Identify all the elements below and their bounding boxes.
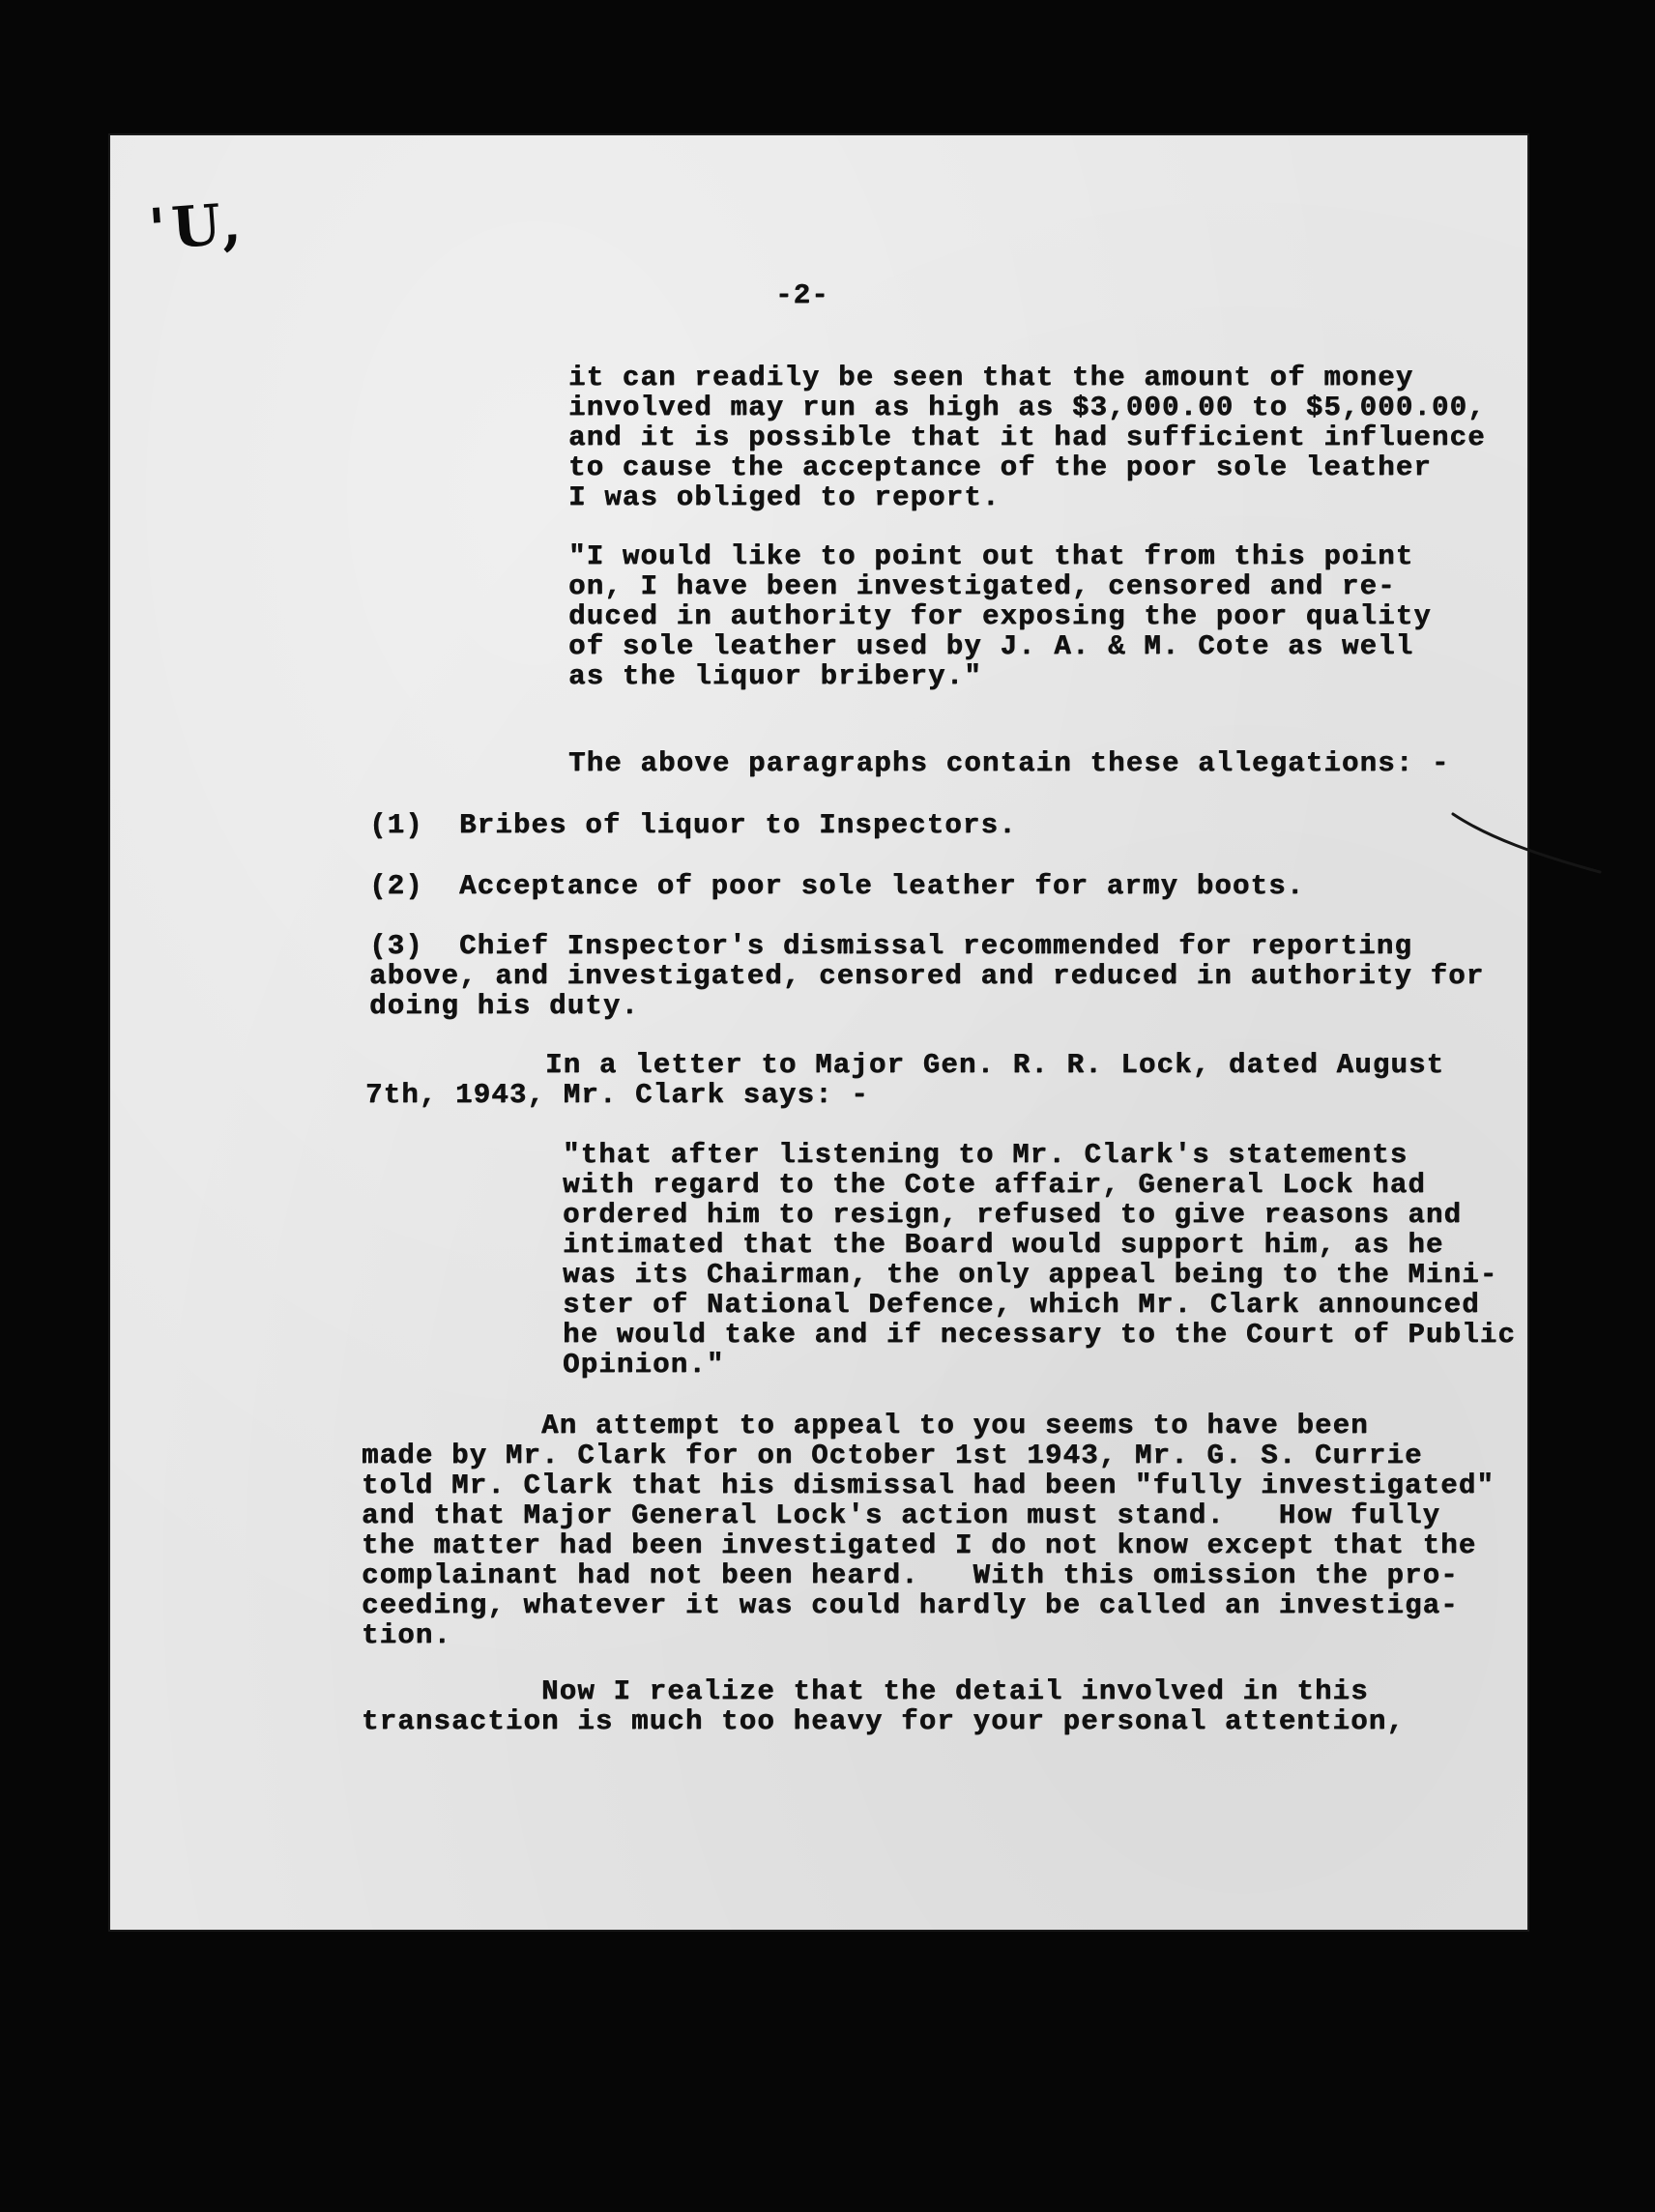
allegations-intro: The above paragraphs contain these allegations: - — [568, 747, 1450, 779]
document-page — [110, 135, 1527, 1930]
allegation-2: (2) Acceptance of poor sole leather for army boots. — [369, 870, 1305, 902]
closing-paragraph: Now I realize that the detail involved in this transaction is much too heavy for your personal attention, — [362, 1675, 1405, 1737]
page-number: -2- — [775, 279, 829, 311]
letter-intro-paragraph: In a letter to Major Gen. R. R. Lock, dated August 7th, 1943, Mr. Clark says: - — [365, 1049, 1445, 1111]
pen-stroke-mark — [1449, 810, 1604, 876]
appeal-paragraph: An attempt to appeal to you seems to have been made by Mr. Clark for on October 1st 1943, Mr. G. S. Currie told Mr. Clark that his dismissal had been "fully investigated" and that Major General Lock's action must stand. How fully the matter had been investigated I do not know except that the complainant had not been heard. With this omission the pro- ceeding, whatever it was could hardly be called an investiga- tion. — [362, 1410, 1495, 1651]
allegation-1: (1) Bribes of liquor to Inspectors. — [369, 809, 1017, 841]
allegation-3: (3) Chief Inspector's dismissal recommended for reporting above, and investigated, censored and reduced in authority for doing his duty. — [369, 930, 1485, 1022]
quoted-letter: "that after listening to Mr. Clark's statements with regard to the Cote affair, General Lock had ordered him to resign, refused to give reasons and intimated that the Board would support him, as he was its Chairman, the only appeal being to the Mini- ster of National Defence, which Mr. Clark announced he would take and if necessary to the Court of Public Opinion." — [563, 1139, 1516, 1381]
handwritten-mark: 'U, — [146, 189, 249, 263]
quoted-paragraph-investigated: "I would like to point out that from this point on, I have been investigated, censored and re- duced in authority for exposing the poor quality of sole leather used by J. A. & M. Cote as well as the liquor bribery." — [568, 540, 1432, 692]
paragraph-amount-of-money: it can readily be seen that the amount of money involved may run as high as $3,000.00 to $5,000.00, and it is possible that it had sufficient influence to cause the acceptance of the poor sole leather I was obliged to report. — [568, 362, 1486, 513]
